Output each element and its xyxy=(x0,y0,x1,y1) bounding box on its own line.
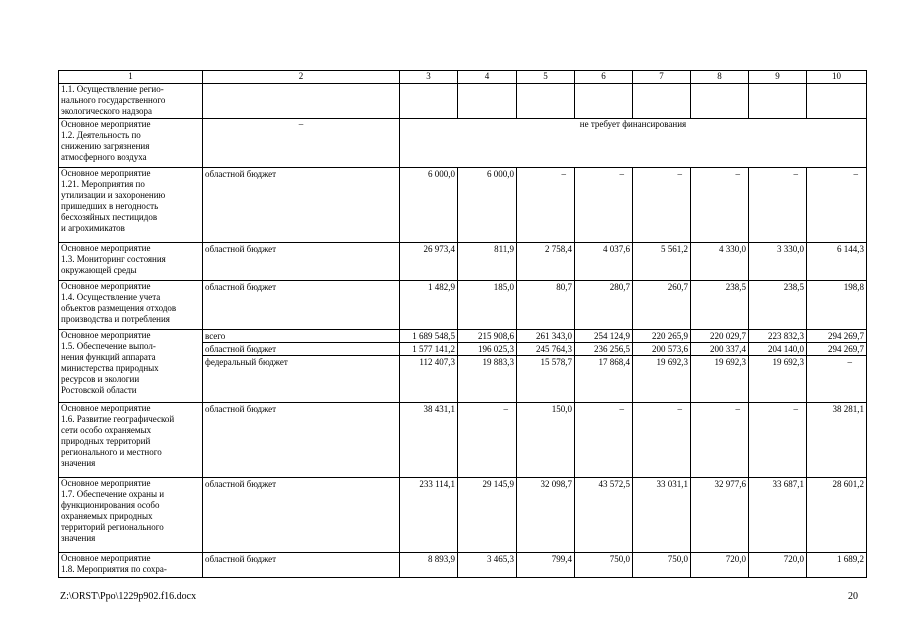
amount-value: 28 601,2 xyxy=(832,479,864,489)
amount-cell xyxy=(749,281,807,330)
amount-cell xyxy=(749,330,807,403)
table-row xyxy=(59,243,867,281)
amount-value: 280,7 xyxy=(609,282,630,292)
amount-cell xyxy=(400,243,458,281)
amount-value: 38 431,1 xyxy=(423,404,455,414)
amount-cell xyxy=(575,281,633,330)
activity-name-cell: Основное мероприятие 1.4. Осуществление учета объектов размещения отходов производства и потребления xyxy=(59,281,203,330)
amount-value: 233 114,1 xyxy=(419,479,455,489)
amount-cell xyxy=(517,168,575,243)
amount-cell xyxy=(517,403,575,478)
amount-cell xyxy=(807,168,867,243)
amount-cell xyxy=(458,84,517,119)
column-number-header: 9 xyxy=(749,71,807,84)
funding-source-label: областной бюджет xyxy=(205,479,277,489)
amount-cell xyxy=(633,281,691,330)
amount-value: – xyxy=(793,404,798,414)
amount-cell xyxy=(691,330,749,403)
funding-source-cell xyxy=(203,553,400,578)
amount-value: 33 031,1 xyxy=(656,479,688,489)
amount-value: 6 000,0 xyxy=(487,169,514,179)
amount-value: 720,0 xyxy=(725,554,746,564)
funding-source-cell xyxy=(203,84,400,119)
amount-value: 245 764,3 xyxy=(517,343,575,356)
amount-cell xyxy=(575,330,633,403)
amount-value: – xyxy=(853,169,858,179)
activity-name-cell: Основное мероприятие 1.2. Деятельность по снижению загрязнения атмосферного воздуха xyxy=(59,119,203,168)
funding-source-label: федеральный бюджет xyxy=(205,357,288,367)
funding-source-cell xyxy=(203,281,400,330)
amount-cell xyxy=(575,478,633,553)
table-row xyxy=(59,281,867,330)
amount-value: 1 689,2 xyxy=(837,554,864,564)
amount-cell xyxy=(807,330,867,403)
amount-value: 200 337,4 xyxy=(691,343,749,356)
amount-cell xyxy=(575,168,633,243)
amount-cell xyxy=(517,553,575,578)
amount-value: 80,7 xyxy=(556,282,572,292)
amount-cell xyxy=(807,243,867,281)
amount-cell xyxy=(749,553,807,578)
amount-value: 112 407,3 xyxy=(419,357,455,367)
amount-cell xyxy=(458,168,517,243)
amount-cell xyxy=(807,403,867,478)
amount-cell xyxy=(633,330,691,403)
amount-value: 26 973,4 xyxy=(423,244,455,254)
amount-cell xyxy=(633,553,691,578)
amount-cell xyxy=(633,478,691,553)
amount-value: 2 758,4 xyxy=(545,244,572,254)
column-number-row xyxy=(59,71,867,84)
amount-value: 4 037,6 xyxy=(603,244,630,254)
amount-value: 19 692,3 xyxy=(656,357,688,367)
amount-value: 17 868,4 xyxy=(598,357,630,367)
amount-value: 238,5 xyxy=(783,282,804,292)
amount-value: – xyxy=(847,357,852,367)
amount-cell xyxy=(575,84,633,119)
amount-cell xyxy=(517,243,575,281)
amount-cell xyxy=(633,403,691,478)
amount-value: 799,4 xyxy=(551,554,572,564)
amount-value: – xyxy=(619,169,624,179)
footer-file-path: Z:\ORST\Ppo\1229p902.f16.docx xyxy=(60,591,197,602)
funding-source-label: областной бюджет xyxy=(203,343,399,356)
activity-name-cell: Основное мероприятие 1.3. Мониторинг состояния окружающей среды xyxy=(59,243,203,281)
amount-cell xyxy=(633,168,691,243)
amount-value: 294 269,7 xyxy=(807,330,867,343)
amount-value: 198,8 xyxy=(843,282,864,292)
amount-cell xyxy=(749,84,807,119)
amount-cell xyxy=(691,243,749,281)
amount-cell xyxy=(749,478,807,553)
amount-cell xyxy=(807,84,867,119)
funding-source-cell xyxy=(203,403,400,478)
amount-value: 19 692,3 xyxy=(714,357,746,367)
column-number-header: 10 xyxy=(807,71,867,84)
amount-cell xyxy=(749,403,807,478)
funding-source-label: областной бюджет xyxy=(205,404,277,414)
amount-cell xyxy=(517,330,575,403)
no-funding-note: не требует финансирования xyxy=(400,119,867,168)
amount-value: 294 269,7 xyxy=(807,343,867,356)
amount-value: – xyxy=(561,169,566,179)
amount-value: 33 687,1 xyxy=(772,479,804,489)
amount-value: 260,7 xyxy=(667,282,688,292)
amount-cell xyxy=(807,553,867,578)
amount-cell xyxy=(691,84,749,119)
amount-cell xyxy=(807,281,867,330)
amount-value: 15 578,7 xyxy=(540,357,572,367)
amount-value: 185,0 xyxy=(493,282,514,292)
amount-value: 6 000,0 xyxy=(428,169,455,179)
table-row xyxy=(59,478,867,553)
amount-value: 150,0 xyxy=(551,404,572,414)
amount-cell xyxy=(749,168,807,243)
amount-cell xyxy=(400,84,458,119)
activity-name-cell: Основное мероприятие 1.8. Мероприятия по сохра- xyxy=(59,553,203,578)
amount-value: 238,5 xyxy=(725,282,746,292)
amount-cell xyxy=(400,168,458,243)
amount-cell xyxy=(400,478,458,553)
activity-name-cell: Основное мероприятие 1.6. Развитие географической сети особо охраняемых природных территорий регионального и местного значения xyxy=(59,403,203,478)
column-number-header: 1 xyxy=(59,71,203,84)
amount-value: 220 029,7 xyxy=(691,330,749,343)
funding-source-cell: – xyxy=(203,119,400,168)
amount-value: 1 577 141,2 xyxy=(400,343,458,356)
amount-value: 6 144,3 xyxy=(837,244,864,254)
amount-cell xyxy=(575,553,633,578)
table-row xyxy=(59,119,867,168)
column-number-header: 7 xyxy=(633,71,691,84)
amount-value: – xyxy=(619,404,624,414)
amount-cell xyxy=(807,478,867,553)
funding-source-cell xyxy=(203,478,400,553)
amount-value: – xyxy=(735,404,740,414)
amount-value: 19 692,3 xyxy=(772,357,804,367)
amount-value: 4 330,0 xyxy=(719,244,746,254)
amount-cell xyxy=(400,403,458,478)
table-row xyxy=(59,330,867,403)
funding-source-cell xyxy=(203,168,400,243)
amount-cell xyxy=(691,553,749,578)
amount-cell xyxy=(458,403,517,478)
funding-source-label: всего xyxy=(203,330,399,343)
budget-table xyxy=(58,70,867,578)
amount-cell xyxy=(749,243,807,281)
column-number-header: 8 xyxy=(691,71,749,84)
amount-cell xyxy=(517,281,575,330)
amount-value: 750,0 xyxy=(667,554,688,564)
amount-value: 220 265,9 xyxy=(633,330,691,343)
amount-value: 720,0 xyxy=(783,554,804,564)
amount-cell xyxy=(691,403,749,478)
column-number-header: 3 xyxy=(400,71,458,84)
amount-cell xyxy=(575,403,633,478)
amount-cell xyxy=(400,330,458,403)
amount-cell xyxy=(400,281,458,330)
amount-value: 254 124,9 xyxy=(575,330,633,343)
table-row xyxy=(59,84,867,119)
amount-value: 1 689 548,5 xyxy=(400,330,458,343)
column-number-header: 2 xyxy=(203,71,400,84)
amount-value: 196 025,3 xyxy=(458,343,517,356)
amount-cell xyxy=(400,553,458,578)
amount-cell xyxy=(458,281,517,330)
activity-name-cell: Основное мероприятие 1.7. Обеспечение охраны и функционирования особо охраняемых природных территорий регионального значения xyxy=(59,478,203,553)
amount-value: – xyxy=(677,169,682,179)
column-number-header: 6 xyxy=(575,71,633,84)
table-row xyxy=(59,168,867,243)
table-row xyxy=(59,403,867,478)
amount-value: 204 140,0 xyxy=(749,343,807,356)
amount-value: 215 908,6 xyxy=(458,330,517,343)
amount-value: 261 343,0 xyxy=(517,330,575,343)
amount-value: 8 893,9 xyxy=(428,554,455,564)
column-number-header: 5 xyxy=(517,71,575,84)
amount-cell xyxy=(575,243,633,281)
amount-value: 3 465,3 xyxy=(487,554,514,564)
amount-value: – xyxy=(793,169,798,179)
amount-value: 750,0 xyxy=(609,554,630,564)
amount-value: 32 977,6 xyxy=(714,479,746,489)
amount-cell xyxy=(633,243,691,281)
amount-value: 38 281,1 xyxy=(832,404,864,414)
amount-cell xyxy=(691,478,749,553)
amount-cell xyxy=(458,243,517,281)
page-number: 20 xyxy=(848,591,858,602)
table-row xyxy=(59,553,867,578)
activity-name-cell: Основное мероприятие 1.5. Обеспечение выпол- нения функций аппарата министерства природных ресурсов и экологии Ростовской области xyxy=(59,330,203,403)
table-body xyxy=(59,71,867,578)
amount-value: 811,9 xyxy=(494,244,514,254)
amount-cell xyxy=(633,84,691,119)
amount-value: – xyxy=(735,169,740,179)
amount-cell xyxy=(691,281,749,330)
amount-cell xyxy=(458,553,517,578)
funding-source-label: областной бюджет xyxy=(205,282,277,292)
amount-cell xyxy=(458,330,517,403)
funding-source-label: областной бюджет xyxy=(205,169,277,179)
amount-value: 43 572,5 xyxy=(598,479,630,489)
amount-value: – xyxy=(503,404,508,414)
amount-value: 200 573,6 xyxy=(633,343,691,356)
funding-source-label: областной бюджет xyxy=(205,244,277,254)
funding-source-cell xyxy=(203,243,400,281)
activity-name-cell: 1.1. Осуществление регио- нального государственного экологического надзора xyxy=(59,84,203,119)
column-number-header: 4 xyxy=(458,71,517,84)
amount-value: – xyxy=(677,404,682,414)
funding-source-label: областной бюджет xyxy=(205,554,277,564)
amount-cell xyxy=(458,478,517,553)
funding-source-cell xyxy=(203,330,400,403)
amount-value: 29 145,9 xyxy=(482,479,514,489)
amount-value: 1 482,9 xyxy=(428,282,455,292)
amount-value: 3 330,0 xyxy=(777,244,804,254)
amount-value: 236 256,5 xyxy=(575,343,633,356)
amount-value: 19 883,3 xyxy=(482,357,514,367)
activity-name-cell: Основное мероприятие 1.21. Мероприятия по утилизации и захоронению пришедших в негодность бесхозяйных пестицидов и агрохимикатов xyxy=(59,168,203,243)
amount-value: 32 098,7 xyxy=(540,479,572,489)
amount-value: 223 832,3 xyxy=(749,330,807,343)
amount-value: 5 561,2 xyxy=(661,244,688,254)
amount-cell xyxy=(517,84,575,119)
amount-cell xyxy=(691,168,749,243)
amount-cell xyxy=(517,478,575,553)
